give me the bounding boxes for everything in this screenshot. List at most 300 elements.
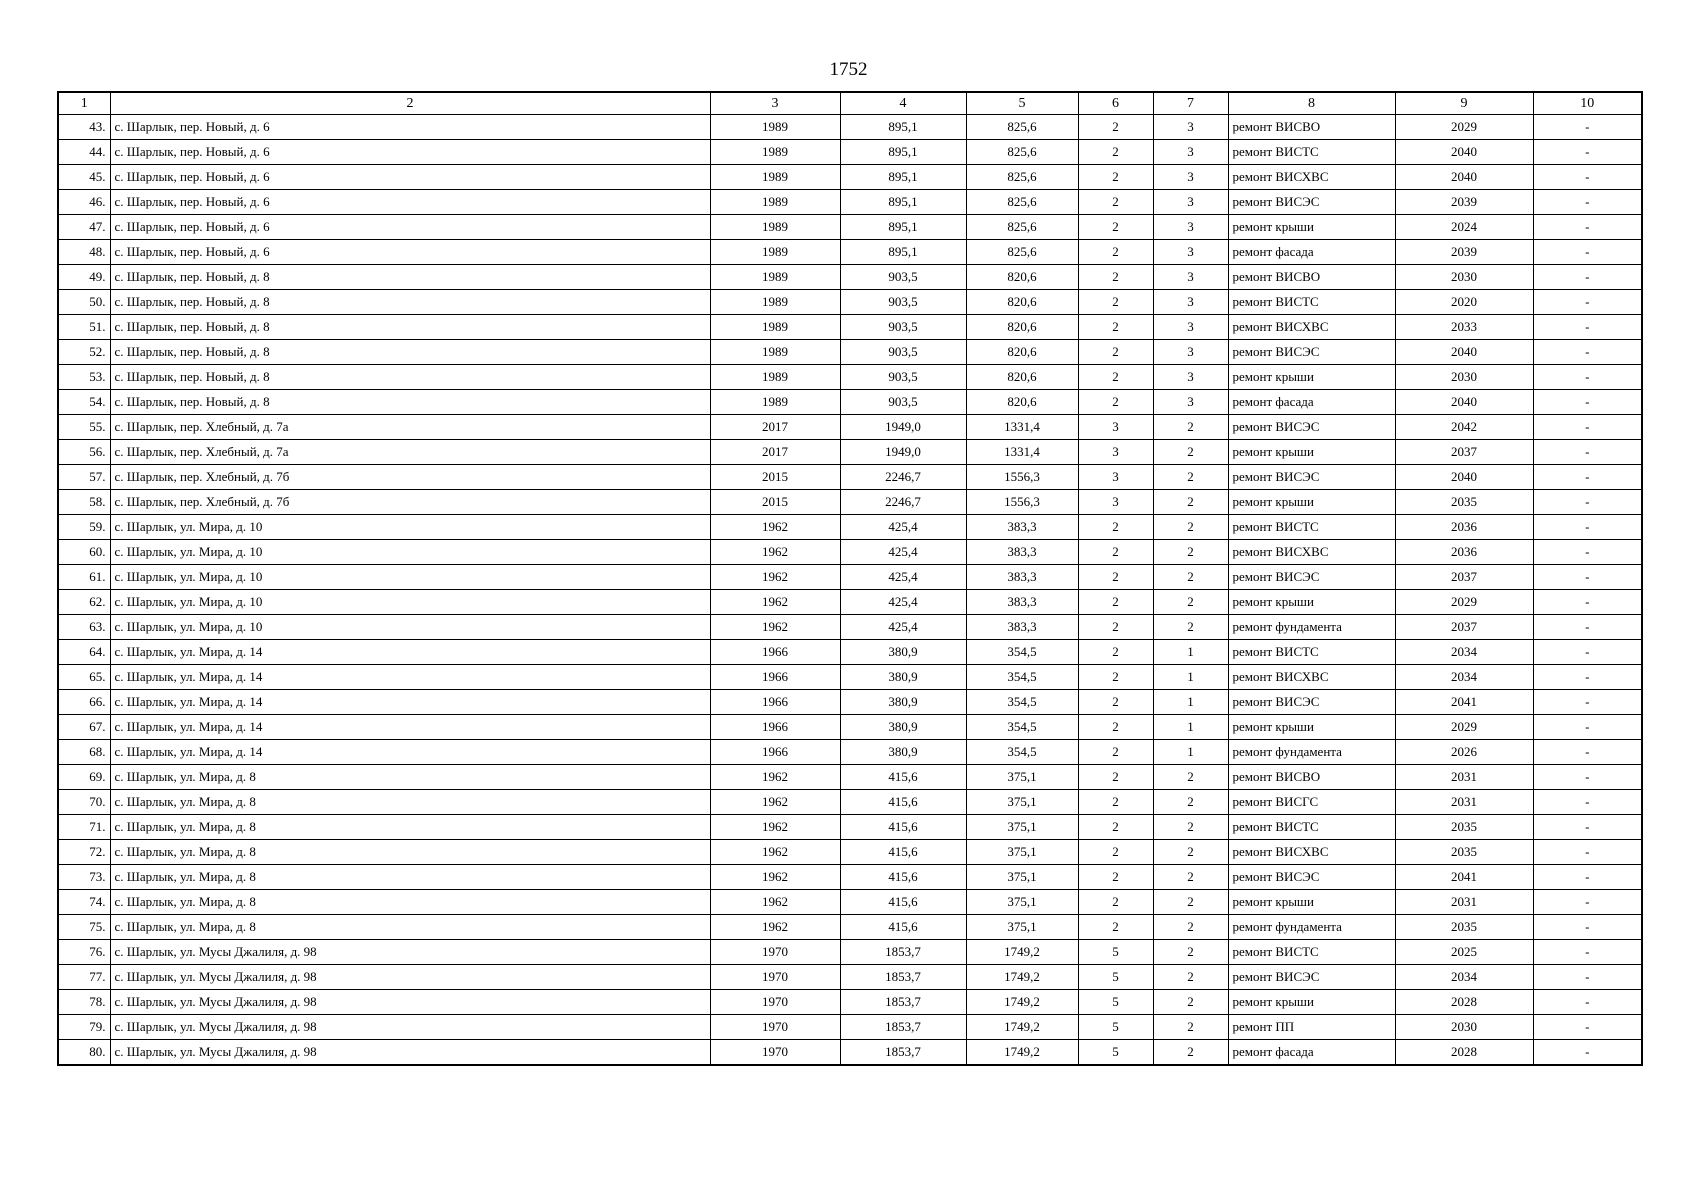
table-row [58, 340, 1642, 365]
table-cell-col-4: 1853,7 [840, 1015, 966, 1040]
table-cell-col-9: 2041 [1395, 865, 1533, 890]
table-cell-col-6: 2 [1078, 240, 1153, 265]
table-cell-col-7: 3 [1153, 290, 1228, 315]
table-cell-col-10: - [1533, 540, 1642, 565]
table-cell-col-1: 63. [58, 615, 110, 640]
table-cell-col-6: 2 [1078, 165, 1153, 190]
table-cell-col-2: с. Шарлык, пер. Новый, д. 8 [110, 315, 710, 340]
table-cell-col-6: 2 [1078, 865, 1153, 890]
table-cell-col-7: 2 [1153, 865, 1228, 890]
table-cell-col-2: с. Шарлык, пер. Хлебный, д. 7б [110, 465, 710, 490]
table-cell-col-2: с. Шарлык, ул. Мира, д. 14 [110, 690, 710, 715]
table-cell-col-10: - [1533, 740, 1642, 765]
table-cell-col-2: с. Шарлык, ул. Мира, д. 14 [110, 640, 710, 665]
table-cell-col-9: 2034 [1395, 965, 1533, 990]
table-row [58, 390, 1642, 415]
table-row [58, 440, 1642, 465]
table-cell-col-8: ремонт ВИСТС [1228, 140, 1395, 165]
table-cell-col-10: - [1533, 240, 1642, 265]
table-cell-col-10: - [1533, 690, 1642, 715]
table-cell-col-2: с. Шарлык, пер. Новый, д. 6 [110, 240, 710, 265]
table-cell-col-3: 1966 [710, 690, 840, 715]
table-cell-col-5: 1331,4 [966, 415, 1078, 440]
table-cell-col-5: 820,6 [966, 390, 1078, 415]
table-cell-col-8: ремонт фасада [1228, 390, 1395, 415]
table-cell-col-2: с. Шарлык, пер. Новый, д. 6 [110, 140, 710, 165]
table-cell-col-5: 375,1 [966, 840, 1078, 865]
table-cell-col-3: 1962 [710, 815, 840, 840]
table-cell-col-5: 354,5 [966, 740, 1078, 765]
table-cell-col-6: 2 [1078, 765, 1153, 790]
table-row [58, 190, 1642, 215]
table-cell-col-4: 903,5 [840, 365, 966, 390]
table-cell-col-6: 3 [1078, 415, 1153, 440]
table-cell-col-3: 1989 [710, 390, 840, 415]
table-row [58, 740, 1642, 765]
table-cell-col-2: с. Шарлык, ул. Мира, д. 8 [110, 915, 710, 940]
table-cell-col-1: 71. [58, 815, 110, 840]
column-header-5: 5 [966, 92, 1078, 115]
table-cell-col-4: 903,5 [840, 315, 966, 340]
table-row [58, 840, 1642, 865]
table-cell-col-8: ремонт ВИСГС [1228, 790, 1395, 815]
table-cell-col-7: 2 [1153, 990, 1228, 1015]
table-cell-col-1: 80. [58, 1040, 110, 1066]
table-row [58, 890, 1642, 915]
table-cell-col-9: 2033 [1395, 315, 1533, 340]
table-cell-col-1: 52. [58, 340, 110, 365]
table-cell-col-1: 54. [58, 390, 110, 415]
table-cell-col-5: 820,6 [966, 365, 1078, 390]
table-row [58, 690, 1642, 715]
table-cell-col-7: 2 [1153, 765, 1228, 790]
table-cell-col-4: 380,9 [840, 715, 966, 740]
table-cell-col-10: - [1533, 165, 1642, 190]
table-cell-col-8: ремонт ВИСЭС [1228, 690, 1395, 715]
table-cell-col-4: 380,9 [840, 690, 966, 715]
table-cell-col-3: 1970 [710, 965, 840, 990]
table-row [58, 215, 1642, 240]
table-cell-col-9: 2035 [1395, 840, 1533, 865]
table-cell-col-7: 1 [1153, 690, 1228, 715]
table-cell-col-5: 383,3 [966, 590, 1078, 615]
table-cell-col-5: 820,6 [966, 265, 1078, 290]
table-cell-col-1: 44. [58, 140, 110, 165]
table-cell-col-1: 75. [58, 915, 110, 940]
table-cell-col-7: 2 [1153, 615, 1228, 640]
table-cell-col-6: 5 [1078, 1015, 1153, 1040]
table-cell-col-8: ремонт ВИСЭС [1228, 865, 1395, 890]
table-cell-col-3: 1962 [710, 515, 840, 540]
table-cell-col-6: 2 [1078, 515, 1153, 540]
table-cell-col-1: 73. [58, 865, 110, 890]
table-cell-col-6: 3 [1078, 440, 1153, 465]
table-cell-col-5: 825,6 [966, 240, 1078, 265]
table-cell-col-3: 1989 [710, 315, 840, 340]
table-cell-col-8: ремонт фундамента [1228, 915, 1395, 940]
table-cell-col-5: 825,6 [966, 190, 1078, 215]
table-cell-col-1: 61. [58, 565, 110, 590]
table-cell-col-8: ремонт ВИСВО [1228, 265, 1395, 290]
table-cell-col-5: 820,6 [966, 340, 1078, 365]
table-cell-col-3: 1989 [710, 115, 840, 140]
table-cell-col-3: 1962 [710, 565, 840, 590]
table-cell-col-5: 383,3 [966, 515, 1078, 540]
table-cell-col-8: ремонт фундамента [1228, 615, 1395, 640]
table-cell-col-5: 375,1 [966, 790, 1078, 815]
table-cell-col-4: 903,5 [840, 265, 966, 290]
table-cell-col-8: ремонт ВИСЭС [1228, 190, 1395, 215]
table-cell-col-3: 1989 [710, 190, 840, 215]
table-cell-col-6: 2 [1078, 115, 1153, 140]
table-cell-col-1: 66. [58, 690, 110, 715]
table-cell-col-7: 3 [1153, 115, 1228, 140]
table-cell-col-2: с. Шарлык, пер. Новый, д. 8 [110, 340, 710, 365]
table-cell-col-9: 2031 [1395, 790, 1533, 815]
table-row [58, 590, 1642, 615]
table-cell-col-7: 3 [1153, 315, 1228, 340]
table-cell-col-7: 1 [1153, 665, 1228, 690]
table-row [58, 415, 1642, 440]
table-cell-col-7: 1 [1153, 715, 1228, 740]
table-cell-col-7: 2 [1153, 965, 1228, 990]
table-cell-col-1: 56. [58, 440, 110, 465]
table-cell-col-1: 55. [58, 415, 110, 440]
table-cell-col-3: 1989 [710, 215, 840, 240]
table-cell-col-10: - [1533, 840, 1642, 865]
table-cell-col-1: 45. [58, 165, 110, 190]
column-header-10: 10 [1533, 92, 1642, 115]
table-cell-col-9: 2029 [1395, 590, 1533, 615]
table-cell-col-10: - [1533, 565, 1642, 590]
table-cell-col-1: 51. [58, 315, 110, 340]
table-cell-col-6: 2 [1078, 340, 1153, 365]
table-cell-col-8: ремонт ВИСТС [1228, 640, 1395, 665]
table-cell-col-4: 425,4 [840, 565, 966, 590]
table-cell-col-8: ремонт ПП [1228, 1015, 1395, 1040]
table-row [58, 1040, 1642, 1066]
table-cell-col-6: 2 [1078, 915, 1153, 940]
table-cell-col-7: 2 [1153, 540, 1228, 565]
table-cell-col-9: 2031 [1395, 890, 1533, 915]
table-cell-col-4: 415,6 [840, 840, 966, 865]
table-cell-col-3: 1989 [710, 365, 840, 390]
table-cell-col-4: 895,1 [840, 240, 966, 265]
table-row [58, 665, 1642, 690]
table-cell-col-8: ремонт ВИСХВС [1228, 540, 1395, 565]
table-cell-col-2: с. Шарлык, ул. Мира, д. 8 [110, 890, 710, 915]
table-cell-col-1: 57. [58, 465, 110, 490]
table-cell-col-7: 2 [1153, 1040, 1228, 1066]
table-cell-col-4: 1853,7 [840, 990, 966, 1015]
table-cell-col-3: 1989 [710, 240, 840, 265]
table-cell-col-9: 2037 [1395, 565, 1533, 590]
table-cell-col-6: 3 [1078, 490, 1153, 515]
table-cell-col-10: - [1533, 765, 1642, 790]
table-body [58, 115, 1642, 1066]
table-cell-col-6: 2 [1078, 740, 1153, 765]
table-cell-col-9: 2029 [1395, 115, 1533, 140]
table-cell-col-2: с. Шарлык, ул. Мира, д. 10 [110, 565, 710, 590]
table-cell-col-4: 903,5 [840, 390, 966, 415]
table-cell-col-4: 2246,7 [840, 465, 966, 490]
table-cell-col-8: ремонт ВИСХВС [1228, 665, 1395, 690]
table-cell-col-9: 2034 [1395, 665, 1533, 690]
table-cell-col-6: 2 [1078, 615, 1153, 640]
table-cell-col-5: 375,1 [966, 765, 1078, 790]
table-cell-col-7: 2 [1153, 490, 1228, 515]
table-cell-col-5: 825,6 [966, 215, 1078, 240]
table-cell-col-7: 2 [1153, 790, 1228, 815]
table-cell-col-6: 2 [1078, 190, 1153, 215]
table-cell-col-1: 60. [58, 540, 110, 565]
table-cell-col-10: - [1533, 465, 1642, 490]
column-header-3: 3 [710, 92, 840, 115]
table-cell-col-4: 2246,7 [840, 490, 966, 515]
table-cell-col-8: ремонт крыши [1228, 215, 1395, 240]
table-cell-col-2: с. Шарлык, пер. Новый, д. 6 [110, 115, 710, 140]
table-cell-col-6: 2 [1078, 290, 1153, 315]
table-cell-col-6: 2 [1078, 565, 1153, 590]
table-cell-col-2: с. Шарлык, ул. Мира, д. 14 [110, 740, 710, 765]
table-cell-col-3: 2015 [710, 490, 840, 515]
table-cell-col-10: - [1533, 665, 1642, 690]
table-cell-col-1: 72. [58, 840, 110, 865]
table-cell-col-2: с. Шарлык, пер. Хлебный, д. 7б [110, 490, 710, 515]
table-cell-col-10: - [1533, 265, 1642, 290]
table-cell-col-10: - [1533, 315, 1642, 340]
table-cell-col-1: 79. [58, 1015, 110, 1040]
table-cell-col-7: 3 [1153, 390, 1228, 415]
table-cell-col-3: 1970 [710, 1015, 840, 1040]
table-cell-col-10: - [1533, 340, 1642, 365]
table-cell-col-8: ремонт ВИСТС [1228, 290, 1395, 315]
table-row [58, 540, 1642, 565]
table-row [58, 715, 1642, 740]
table-cell-col-9: 2030 [1395, 365, 1533, 390]
table-cell-col-1: 58. [58, 490, 110, 515]
table-cell-col-8: ремонт ВИСВО [1228, 765, 1395, 790]
table-cell-col-1: 64. [58, 640, 110, 665]
table-cell-col-6: 2 [1078, 215, 1153, 240]
table-cell-col-10: - [1533, 815, 1642, 840]
table-cell-col-1: 65. [58, 665, 110, 690]
table-cell-col-10: - [1533, 915, 1642, 940]
table-cell-col-4: 380,9 [840, 740, 966, 765]
table-cell-col-4: 895,1 [840, 165, 966, 190]
table-cell-col-3: 2015 [710, 465, 840, 490]
table-cell-col-3: 1962 [710, 840, 840, 865]
table-cell-col-3: 1966 [710, 715, 840, 740]
table-cell-col-8: ремонт ВИСЭС [1228, 415, 1395, 440]
table-cell-col-5: 354,5 [966, 690, 1078, 715]
table-row [58, 1015, 1642, 1040]
table-row [58, 365, 1642, 390]
table-cell-col-9: 2028 [1395, 990, 1533, 1015]
table-cell-col-4: 1853,7 [840, 965, 966, 990]
table-cell-col-3: 1962 [710, 590, 840, 615]
table-cell-col-9: 2040 [1395, 140, 1533, 165]
table-cell-col-10: - [1533, 140, 1642, 165]
table-cell-col-8: ремонт ВИСХВС [1228, 165, 1395, 190]
table-cell-col-3: 2017 [710, 415, 840, 440]
table-cell-col-5: 1556,3 [966, 465, 1078, 490]
table-cell-col-5: 820,6 [966, 315, 1078, 340]
table-cell-col-4: 425,4 [840, 515, 966, 540]
table-row [58, 790, 1642, 815]
table-cell-col-7: 2 [1153, 565, 1228, 590]
table-cell-col-2: с. Шарлык, ул. Мусы Джалиля, д. 98 [110, 1040, 710, 1066]
table-cell-col-3: 1962 [710, 540, 840, 565]
table-cell-col-1: 53. [58, 365, 110, 390]
table-cell-col-9: 2035 [1395, 815, 1533, 840]
table-cell-col-3: 1962 [710, 765, 840, 790]
table-cell-col-6: 5 [1078, 940, 1153, 965]
table-cell-col-2: с. Шарлык, ул. Мира, д. 10 [110, 540, 710, 565]
table-cell-col-8: ремонт ВИСЭС [1228, 965, 1395, 990]
table-cell-col-5: 825,6 [966, 115, 1078, 140]
table-cell-col-1: 76. [58, 940, 110, 965]
table-cell-col-4: 425,4 [840, 615, 966, 640]
table-cell-col-9: 2039 [1395, 240, 1533, 265]
table-cell-col-8: ремонт фасада [1228, 240, 1395, 265]
table-cell-col-10: - [1533, 290, 1642, 315]
table-cell-col-5: 383,3 [966, 615, 1078, 640]
table-cell-col-7: 2 [1153, 890, 1228, 915]
table-cell-col-9: 2041 [1395, 690, 1533, 715]
table-cell-col-3: 1962 [710, 615, 840, 640]
table-cell-col-9: 2031 [1395, 765, 1533, 790]
table-cell-col-6: 5 [1078, 1040, 1153, 1066]
table-cell-col-4: 380,9 [840, 640, 966, 665]
table-cell-col-4: 1853,7 [840, 1040, 966, 1066]
table-row [58, 965, 1642, 990]
table-cell-col-7: 2 [1153, 515, 1228, 540]
table-cell-col-7: 3 [1153, 265, 1228, 290]
table-cell-col-5: 383,3 [966, 540, 1078, 565]
table-cell-col-7: 3 [1153, 340, 1228, 365]
table-row [58, 915, 1642, 940]
table-cell-col-8: ремонт ВИСЭС [1228, 465, 1395, 490]
table-cell-col-9: 2037 [1395, 440, 1533, 465]
table-cell-col-10: - [1533, 790, 1642, 815]
table-cell-col-9: 2026 [1395, 740, 1533, 765]
table-cell-col-2: с. Шарлык, ул. Мира, д. 8 [110, 790, 710, 815]
table-cell-col-9: 2035 [1395, 490, 1533, 515]
table-cell-col-10: - [1533, 515, 1642, 540]
table-row [58, 290, 1642, 315]
table-cell-col-2: с. Шарлык, пер. Новый, д. 8 [110, 365, 710, 390]
table-cell-col-2: с. Шарлык, пер. Новый, д. 8 [110, 265, 710, 290]
column-header-7: 7 [1153, 92, 1228, 115]
table-cell-col-6: 2 [1078, 265, 1153, 290]
table-cell-col-4: 1949,0 [840, 440, 966, 465]
table-cell-col-4: 380,9 [840, 665, 966, 690]
table-row [58, 765, 1642, 790]
table-cell-col-6: 2 [1078, 390, 1153, 415]
table-cell-col-7: 2 [1153, 815, 1228, 840]
table-cell-col-10: - [1533, 940, 1642, 965]
table-cell-col-6: 2 [1078, 665, 1153, 690]
table-cell-col-7: 1 [1153, 740, 1228, 765]
table-row [58, 165, 1642, 190]
table-cell-col-9: 2028 [1395, 1040, 1533, 1066]
table-cell-col-8: ремонт крыши [1228, 890, 1395, 915]
table-cell-col-9: 2020 [1395, 290, 1533, 315]
table-cell-col-2: с. Шарлык, ул. Мира, д. 8 [110, 815, 710, 840]
table-cell-col-8: ремонт ВИСВО [1228, 115, 1395, 140]
table-cell-col-4: 415,6 [840, 790, 966, 815]
table-cell-col-5: 375,1 [966, 890, 1078, 915]
table-cell-col-7: 2 [1153, 590, 1228, 615]
table-cell-col-9: 2035 [1395, 915, 1533, 940]
table-cell-col-4: 903,5 [840, 290, 966, 315]
table-cell-col-1: 43. [58, 115, 110, 140]
table-cell-col-2: с. Шарлык, ул. Мира, д. 10 [110, 615, 710, 640]
table-cell-col-10: - [1533, 965, 1642, 990]
table-cell-col-1: 50. [58, 290, 110, 315]
table-cell-col-9: 2036 [1395, 515, 1533, 540]
table-row [58, 240, 1642, 265]
table-cell-col-3: 1970 [710, 990, 840, 1015]
table-cell-col-1: 62. [58, 590, 110, 615]
table-cell-col-5: 1749,2 [966, 1040, 1078, 1066]
column-header-4: 4 [840, 92, 966, 115]
table-cell-col-7: 2 [1153, 415, 1228, 440]
table-cell-col-4: 1949,0 [840, 415, 966, 440]
table-cell-col-3: 2017 [710, 440, 840, 465]
table-cell-col-8: ремонт фундамента [1228, 740, 1395, 765]
table-cell-col-4: 895,1 [840, 215, 966, 240]
table-cell-col-4: 415,6 [840, 890, 966, 915]
table-cell-col-2: с. Шарлык, ул. Мусы Джалиля, д. 98 [110, 940, 710, 965]
table-cell-col-2: с. Шарлык, ул. Мусы Джалиля, д. 98 [110, 965, 710, 990]
table-cell-col-10: - [1533, 1040, 1642, 1066]
table-row [58, 865, 1642, 890]
table-cell-col-3: 1970 [710, 1040, 840, 1066]
table-cell-col-2: с. Шарлык, пер. Новый, д. 6 [110, 190, 710, 215]
table-cell-col-3: 1989 [710, 290, 840, 315]
table-cell-col-1: 59. [58, 515, 110, 540]
table-cell-col-4: 895,1 [840, 190, 966, 215]
table-cell-col-3: 1989 [710, 340, 840, 365]
table-cell-col-2: с. Шарлык, ул. Мира, д. 14 [110, 665, 710, 690]
table-cell-col-3: 1966 [710, 640, 840, 665]
table-cell-col-4: 415,6 [840, 815, 966, 840]
table-cell-col-5: 375,1 [966, 815, 1078, 840]
table-cell-col-6: 2 [1078, 790, 1153, 815]
table-row [58, 115, 1642, 140]
table-cell-col-4: 895,1 [840, 115, 966, 140]
table-cell-col-5: 1749,2 [966, 940, 1078, 965]
table-cell-col-1: 68. [58, 740, 110, 765]
table-cell-col-5: 1749,2 [966, 965, 1078, 990]
table-row [58, 490, 1642, 515]
table-cell-col-1: 49. [58, 265, 110, 290]
table-cell-col-7: 3 [1153, 215, 1228, 240]
table-cell-col-8: ремонт ВИСХВС [1228, 840, 1395, 865]
table-row [58, 940, 1642, 965]
table-cell-col-10: - [1533, 490, 1642, 515]
table-cell-col-6: 2 [1078, 590, 1153, 615]
table-cell-col-10: - [1533, 615, 1642, 640]
table-row [58, 815, 1642, 840]
table-cell-col-8: ремонт ВИСЭС [1228, 565, 1395, 590]
column-header-2: 2 [110, 92, 710, 115]
table-cell-col-7: 2 [1153, 1015, 1228, 1040]
table-cell-col-4: 425,4 [840, 590, 966, 615]
table-cell-col-9: 2030 [1395, 1015, 1533, 1040]
